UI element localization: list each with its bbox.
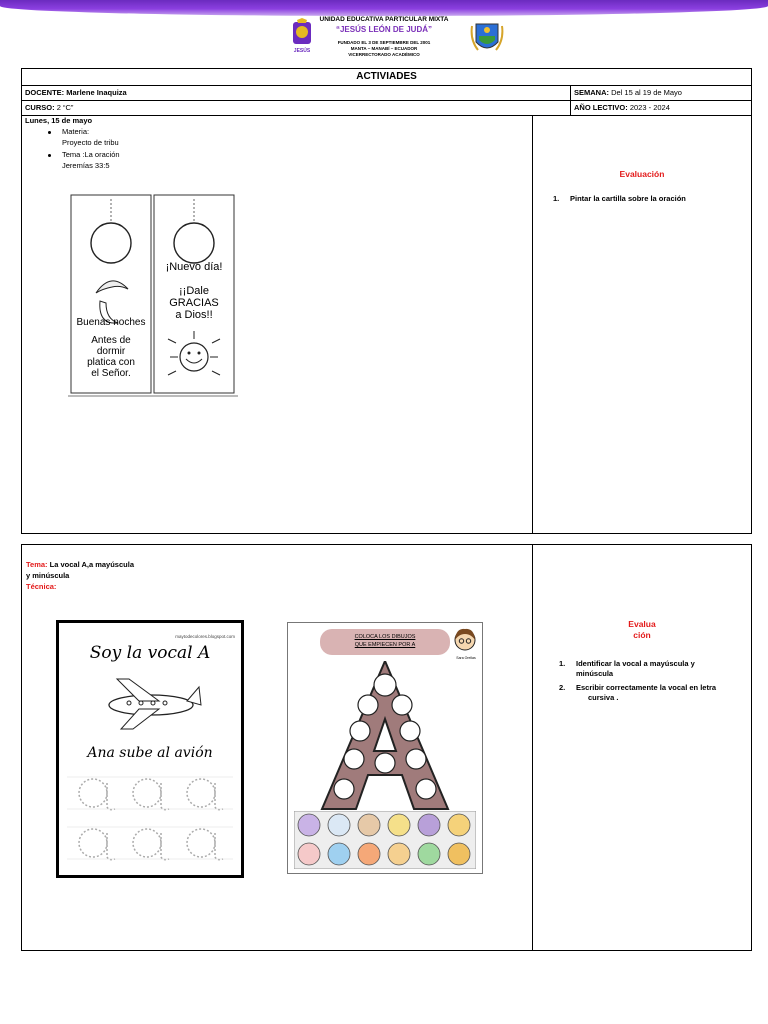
ws1-site: maytodecolores.blogspot.com — [175, 634, 235, 639]
school-location: MANTA – MANABÍ – ECUADOR — [350, 46, 418, 51]
activities-body — [22, 115, 751, 533]
evaluacion2-title: Evalua ción — [628, 619, 656, 640]
table-title: ACTIVIADES — [22, 69, 751, 86]
tema2-line2: y minúscula — [26, 571, 70, 580]
eval-item-num: 1. — [553, 194, 560, 203]
materia-label: Materia: — [62, 127, 90, 136]
activities-table — [21, 68, 752, 534]
cursive-a-tracing-lines — [67, 769, 233, 869]
eval2-item2: Escribir correctamente la vocal en letra cursiva . — [576, 683, 717, 702]
picture-choices-grid — [294, 811, 476, 869]
teacher-avatar-icon — [454, 628, 476, 654]
eval2-item1: Identificar la vocal a mayúscula y minúscula — [576, 659, 695, 678]
semana-value: Del 15 al 19 de Mayo — [611, 88, 682, 97]
ws1-sentence: Ana sube al avión — [87, 745, 213, 761]
tema-label: Tema :La oración — [62, 150, 120, 159]
big-letter-a-icon — [288, 661, 482, 811]
tecnica-label: Técnica: — [26, 582, 57, 591]
card-right-text: ¡¡Dale GRACIAS a Dios!! — [169, 285, 219, 321]
docente-value: Marlene Inaquiza — [66, 88, 127, 97]
school-office: VICERRECTORADO ACADÉMICO — [348, 52, 420, 57]
row-docente — [22, 86, 751, 101]
vowel-activity-table — [21, 544, 752, 951]
ws1-title: Soy la vocal A — [89, 643, 211, 663]
school-founded: FUNDADO EL 3 DE SEPTIEMBRE DEL 2001 — [337, 40, 431, 45]
logo-text: JESÚS — [293, 48, 311, 54]
tema-ref: Jeremías 33:5 — [62, 161, 110, 170]
docente-label: DOCENTE: — [25, 88, 65, 97]
ecuador-coat-of-arms-icon — [470, 20, 504, 56]
anio-label: AÑO LECTIVO: — [574, 103, 628, 112]
anio-value: 2023 - 2024 — [629, 103, 670, 112]
card-left-line1: Buenas noches — [76, 317, 146, 328]
card-left-text: Antes de dormir platica con el Señor. — [87, 335, 135, 379]
card-right-line1: ¡Nuevo día! — [165, 261, 223, 273]
ws2-title2: QUE EMPIECEN POR A — [354, 642, 416, 648]
day-label: Lunes, 15 de mayo — [25, 116, 93, 125]
worksheet-vocal-a — [56, 620, 244, 878]
row-curso — [22, 101, 751, 116]
semana-label: SEMANA: — [574, 88, 609, 97]
tema2-line1: Tema: La vocal A,a mayúscula — [26, 560, 134, 569]
ws2-title1: COLOCA LOS DIBUJOS — [354, 634, 416, 640]
school-header — [0, 16, 768, 64]
airplane-icon — [99, 675, 204, 733]
curso-value: 2 “C” — [56, 103, 74, 112]
ws2-credit: Sara Orellas — [456, 656, 476, 660]
materia-value: Proyecto de tribu — [62, 138, 119, 147]
school-line1: UNIDAD EDUCATIVA PARTICULAR MIXTA — [319, 16, 449, 23]
worksheet-dots-a — [287, 622, 483, 874]
eval2-item1-num: 1. — [559, 659, 566, 668]
evaluacion-title: Evaluación — [619, 169, 665, 179]
eval2-item2-num: 2. — [559, 683, 566, 692]
eval-item: Pintar la cartilla sobre la oración — [570, 194, 686, 203]
top-decorative-band — [0, 0, 768, 16]
curso-label: CURSO: — [25, 103, 55, 112]
school-name: “JESÚS LEÓN DE JUDÁ” — [335, 25, 433, 34]
